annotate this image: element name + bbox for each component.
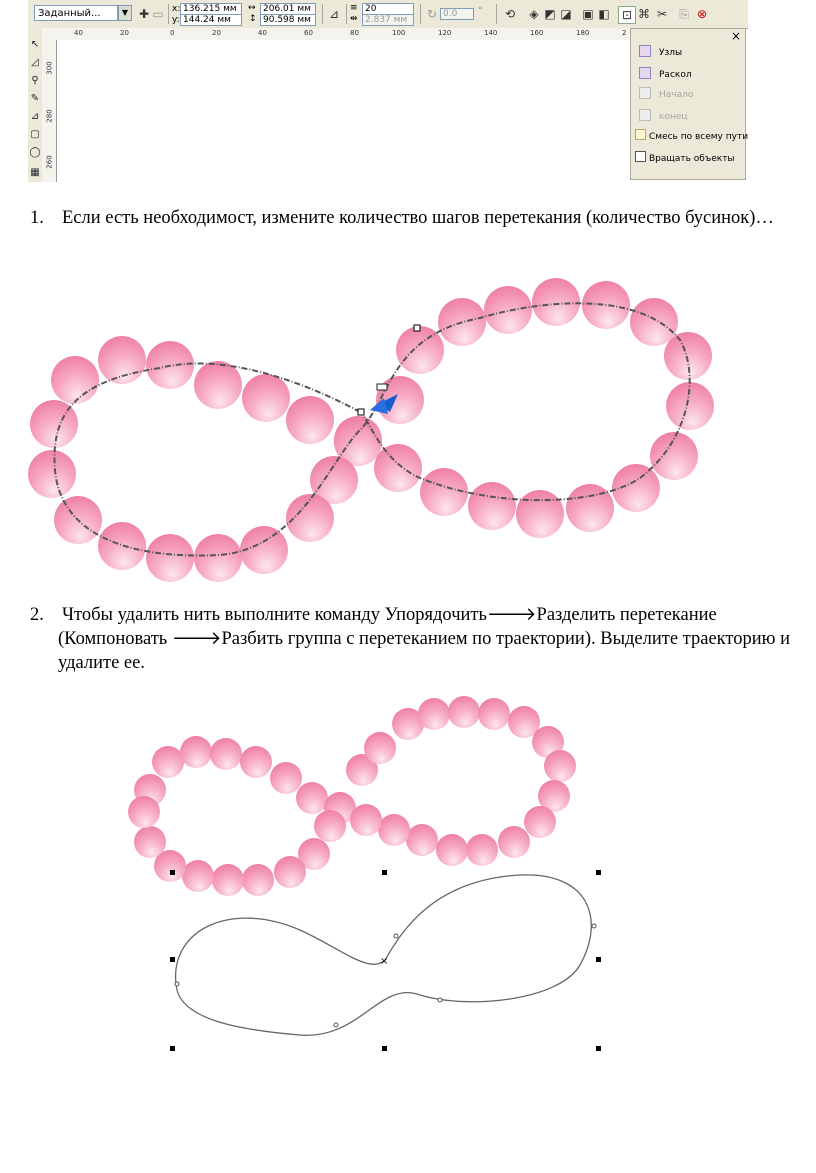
color-accel-icon[interactable]: ◧ xyxy=(598,7,610,21)
menu-item-split[interactable] xyxy=(639,67,692,80)
center-mark-icon: × xyxy=(380,956,389,967)
bead[interactable] xyxy=(516,490,564,538)
steps-field[interactable]: 20 xyxy=(362,3,414,15)
start-end-icon[interactable]: ✂ xyxy=(656,7,668,21)
ruler-label: 100 xyxy=(392,29,406,37)
pick-tool-icon[interactable]: ↖ xyxy=(30,39,40,50)
ruler-label: 2 xyxy=(622,29,627,37)
step-number: 1. xyxy=(30,208,44,228)
bead[interactable] xyxy=(484,286,532,334)
path-node[interactable] xyxy=(334,1023,338,1027)
beads-figure-small xyxy=(0,690,816,1070)
lock-ratio-icon[interactable]: ⊿ xyxy=(328,7,340,21)
clear-blend-icon[interactable]: ⊗ xyxy=(696,7,708,21)
y-label: y: xyxy=(172,15,180,25)
bead[interactable] xyxy=(478,698,510,730)
copy-blend-icon[interactable]: ⎘ xyxy=(679,7,689,21)
steps-icon: ≡ xyxy=(350,3,358,13)
angle-unit: ° xyxy=(478,6,483,16)
ruler-label: 260 xyxy=(45,155,54,169)
bead[interactable] xyxy=(296,782,328,814)
menu-item-label: Раскол xyxy=(659,70,692,80)
bead[interactable] xyxy=(630,298,678,346)
bead[interactable] xyxy=(210,738,242,770)
bead[interactable] xyxy=(134,826,166,858)
ruler-label: 140 xyxy=(484,29,498,37)
smart-tool-icon[interactable]: ⊿ xyxy=(30,111,40,122)
chevron-down-icon[interactable]: ▼ xyxy=(118,5,132,21)
bead[interactable] xyxy=(418,698,450,730)
grid-tool-icon[interactable]: ▦ xyxy=(30,167,40,178)
counter-blend-icon[interactable]: ◪ xyxy=(560,7,572,21)
bead[interactable] xyxy=(468,482,516,530)
x-field[interactable]: 136.215 мм xyxy=(180,3,242,15)
bead[interactable] xyxy=(194,534,242,582)
path-node[interactable] xyxy=(175,982,179,986)
path-node[interactable] xyxy=(592,924,596,928)
bead[interactable] xyxy=(242,374,290,422)
bead[interactable] xyxy=(182,860,214,892)
path-node[interactable] xyxy=(438,998,442,1002)
height-icon: ↕ xyxy=(249,14,257,24)
checkbox-box xyxy=(635,129,646,140)
path-node-handle[interactable] xyxy=(358,409,364,415)
preset-combo[interactable]: Заданный... xyxy=(34,5,118,21)
toolbox xyxy=(28,28,43,182)
ruler-label: 280 xyxy=(45,109,54,123)
ellipse-tool-icon[interactable]: ◯ xyxy=(29,147,41,158)
checkbox-label: Вращать объекты xyxy=(649,154,735,164)
step-text: Если есть необходимост, измените количество шагов перетекания (количество бусинок)… xyxy=(62,208,774,228)
bead[interactable] xyxy=(612,464,660,512)
bead[interactable] xyxy=(364,732,396,764)
loop-blend-icon[interactable]: ⟲ xyxy=(504,7,516,21)
object-accel-icon[interactable]: ▣ xyxy=(582,7,594,21)
step-number: 2. xyxy=(30,605,44,625)
height-field[interactable]: 90.598 мм xyxy=(260,14,316,26)
bead[interactable] xyxy=(350,804,382,836)
menu-item-start[interactable] xyxy=(639,87,693,100)
menu-item-label: Начало xyxy=(659,90,694,100)
bead[interactable] xyxy=(466,834,498,866)
bead[interactable] xyxy=(406,824,438,856)
drawing-canvas[interactable] xyxy=(57,40,632,182)
menu-item-label: конец xyxy=(659,112,688,122)
bead[interactable] xyxy=(51,356,99,404)
zoom-tool-icon[interactable]: ⚲ xyxy=(31,75,39,86)
bead[interactable] xyxy=(128,796,160,828)
shape-tool-icon[interactable]: ◿ xyxy=(31,57,39,68)
spacing-field[interactable]: 2.837 мм xyxy=(362,14,414,26)
bead[interactable] xyxy=(212,864,244,896)
add-preset-icon[interactable]: ✚ xyxy=(138,7,150,21)
ruler-label: 0 xyxy=(170,29,175,37)
ruler-label: 300 xyxy=(45,61,54,75)
spacing-icon: ⇹ xyxy=(350,14,358,24)
bead[interactable] xyxy=(498,826,530,858)
angle-field[interactable]: 0.0 xyxy=(440,8,474,20)
nodes-icon xyxy=(639,45,651,57)
bead[interactable] xyxy=(98,336,146,384)
bead[interactable] xyxy=(524,806,556,838)
step-text: Чтобы удалить нить выполните команду Упорядочить🡒Разделить перетекание (Компоновать 🡒Разбить группа с перетеканием по траектории). Выделите траекторию и удалите ее. xyxy=(58,605,790,673)
bead[interactable] xyxy=(152,746,184,778)
path-node-handle[interactable] xyxy=(414,325,420,331)
freehand-tool-icon[interactable]: ✎ xyxy=(30,93,40,104)
path-properties-panel xyxy=(630,28,749,180)
bead[interactable] xyxy=(242,864,274,896)
menu-item-end[interactable] xyxy=(639,109,688,122)
checkbox-box xyxy=(635,151,646,162)
menu-item-nodes[interactable] xyxy=(639,45,682,58)
width-icon: ↔ xyxy=(248,3,256,13)
bead[interactable] xyxy=(378,814,410,846)
split-icon xyxy=(639,67,651,79)
bead[interactable] xyxy=(314,810,346,842)
bead[interactable] xyxy=(28,450,76,498)
start-icon xyxy=(639,87,651,99)
menu-item-label: Узлы xyxy=(659,48,683,58)
bead[interactable] xyxy=(194,361,242,409)
ruler-label: 60 xyxy=(304,29,313,37)
blend-along-path-checkbox[interactable] xyxy=(635,129,748,142)
bead[interactable] xyxy=(180,736,212,768)
bead[interactable] xyxy=(448,696,480,728)
rotate-icon[interactable]: ↻ xyxy=(426,7,438,21)
width-field[interactable]: 206.01 мм xyxy=(260,3,316,15)
bead[interactable] xyxy=(98,522,146,570)
clockwise-blend-icon[interactable]: ◩ xyxy=(544,7,556,21)
direct-blend-icon[interactable]: ◈ xyxy=(529,7,539,21)
ruler-label: 80 xyxy=(350,29,359,37)
x-label: x: xyxy=(172,4,181,14)
bead[interactable] xyxy=(270,762,302,794)
path-props-icon[interactable]: ⊡ xyxy=(618,6,636,24)
vertical-ruler xyxy=(42,40,57,182)
path-node[interactable] xyxy=(394,934,398,938)
ruler-label: 160 xyxy=(530,29,544,37)
remove-preset-icon[interactable]: ▭ xyxy=(152,7,164,21)
property-bar xyxy=(28,0,748,29)
ruler-label: 120 xyxy=(438,29,452,37)
bead[interactable] xyxy=(240,746,272,778)
bead[interactable] xyxy=(436,834,468,866)
ruler-label: 40 xyxy=(74,29,83,37)
ruler-label: 20 xyxy=(212,29,221,37)
bead[interactable] xyxy=(286,396,334,444)
bead[interactable] xyxy=(664,332,712,380)
bead[interactable] xyxy=(146,534,194,582)
ruler-label: 40 xyxy=(258,29,267,37)
y-field[interactable]: 144.24 мм xyxy=(180,14,242,26)
rotate-objects-checkbox[interactable] xyxy=(635,151,735,164)
close-icon[interactable]: × xyxy=(730,29,741,43)
bead[interactable] xyxy=(544,750,576,782)
bead-group xyxy=(128,696,576,896)
bead[interactable] xyxy=(274,856,306,888)
beads-figure-large xyxy=(0,270,816,590)
ruler-label: 20 xyxy=(120,29,129,37)
rectangle-tool-icon[interactable]: ▢ xyxy=(30,129,40,140)
bead[interactable] xyxy=(532,278,580,326)
misc-blend-icon[interactable]: ⌘ xyxy=(638,7,650,21)
bead[interactable] xyxy=(374,444,422,492)
ruler-label: 180 xyxy=(576,29,590,37)
bead[interactable] xyxy=(420,468,468,516)
end-icon xyxy=(639,109,651,121)
checkbox-label: Смесь по всему пути xyxy=(649,132,749,142)
